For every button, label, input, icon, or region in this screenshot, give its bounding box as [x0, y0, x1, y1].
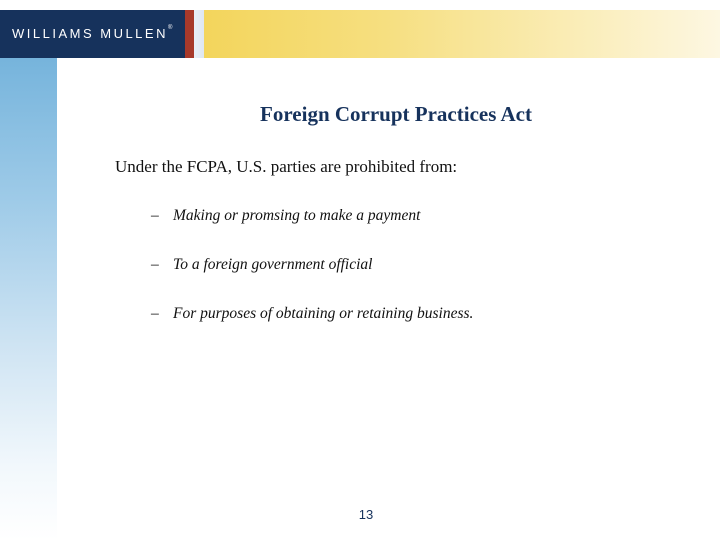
bullet-text: For purposes of obtaining or retaining business.	[173, 305, 474, 322]
bullet-dash: –	[151, 207, 159, 224]
bullet-dash: –	[151, 256, 159, 273]
bullet-item	[151, 207, 420, 225]
header-divider	[194, 10, 204, 58]
bullet-item	[151, 256, 372, 274]
sidebar-gradient	[0, 58, 57, 540]
logo	[0, 10, 185, 58]
registered-mark: ®	[167, 25, 173, 31]
bullet-text: To a foreign government official	[173, 256, 373, 273]
header-band	[0, 10, 720, 58]
page-number: 13	[358, 507, 374, 522]
intro-text: Under the FCPA, U.S. parties are prohibited from:	[115, 157, 458, 176]
bullet-item	[151, 305, 473, 323]
bullet-text: Making or promsing to make a payment	[173, 207, 421, 224]
slide-title: Foreign Corrupt Practices Act	[260, 102, 532, 126]
bullet-dash: –	[151, 305, 159, 322]
header-red-stripe	[185, 10, 194, 58]
logo-text	[12, 26, 172, 41]
logo-wordmark: WILLIAMS MULLEN	[12, 26, 168, 41]
header-gold-band	[204, 10, 720, 58]
